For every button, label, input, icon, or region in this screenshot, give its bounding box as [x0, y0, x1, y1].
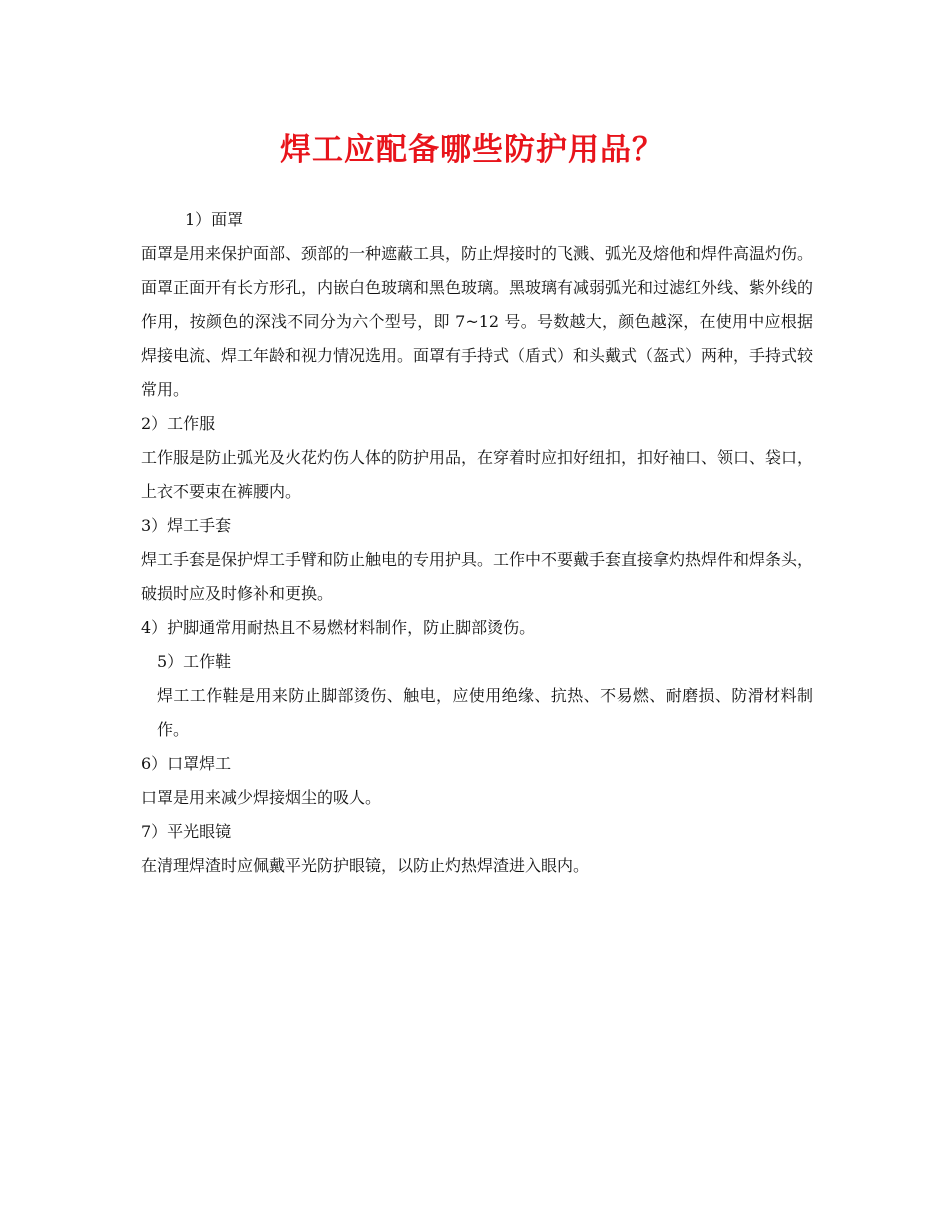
section-1-paragraph: 面罩是用来保护面部、颈部的一种遮蔽工具，防止焊接时的飞溅、弧光及熔他和焊件高温灼伤。面罩正面开有长方形孔，内嵌白色玻璃和黑色玻璃。黑玻璃有减弱弧光和过滤红外线、紫外线的作用，按颜色的深浅不同分为六个型号，即 7~12 号。号数越大，颜色越深，在使用中应根据焊接电流、焊工年龄和视力情况选用。面罩有手持式（盾式）和头戴式（盔式）两种，手持式较常用。 — [141, 244, 814, 399]
section-6-heading: 6）口罩焊工 — [141, 754, 232, 773]
section-3-paragraph: 焊工手套是保护焊工手臂和防止触电的专用护具。工作中不要戴手套直接拿灼热焊件和焊条头，破损时应及时修补和更换。 — [141, 550, 814, 603]
section-5-paragraph: 焊工工作鞋是用来防止脚部烫伤、触电，应使用绝缘、抗热、不易燃、耐磨损、防滑材料制作。 — [157, 686, 813, 739]
document-body — [141, 203, 813, 883]
section-2-heading: 2）工作服 — [141, 414, 216, 433]
section-7-paragraph: 在清理焊渣时应佩戴平光防护眼镜，以防止灼热焊渣进入眼内。 — [141, 856, 590, 875]
section-6-paragraph: 口罩是用来减少焊接烟尘的吸人。 — [141, 788, 382, 807]
section-3-heading: 3）焊工手套 — [141, 516, 232, 535]
section-4-paragraph: 4）护脚通常用耐热且不易燃材料制作，防止脚部烫伤。 — [141, 618, 536, 637]
section-5-heading: 5）工作鞋 — [157, 652, 232, 671]
section-2-paragraph: 工作服是防止弧光及火花灼伤人体的防护用品，在穿着时应扣好纽扣，扣好袖口、领口、袋口，上衣不要束在裤腰内。 — [141, 448, 814, 501]
section-7-heading: 7）平光眼镜 — [141, 822, 232, 841]
document-title: 焊工应配备哪些防护用品？ — [280, 132, 664, 168]
section-1-heading: 1）面罩 — [185, 210, 244, 229]
